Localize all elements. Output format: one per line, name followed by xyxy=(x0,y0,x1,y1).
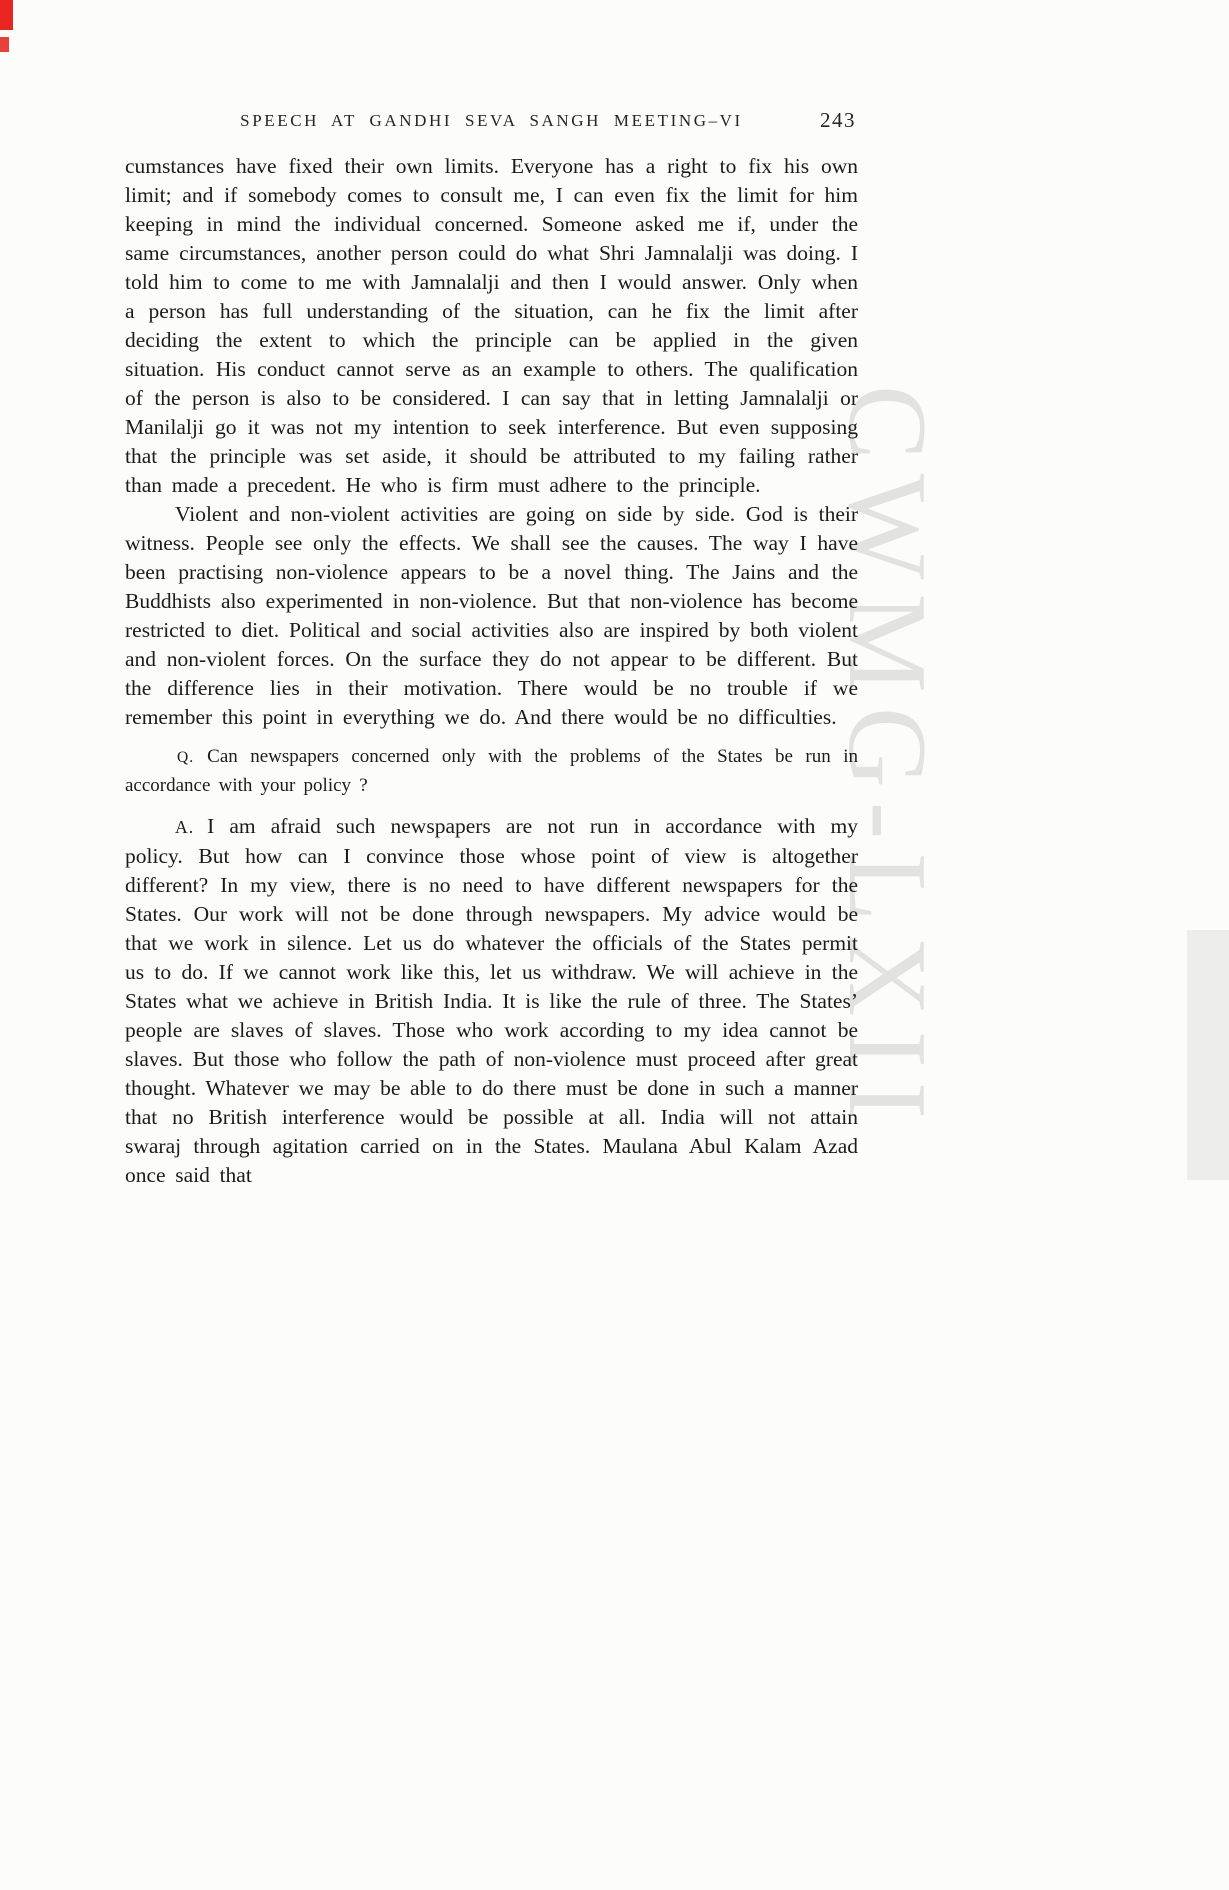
answer-label: A. xyxy=(175,817,195,837)
running-title: SPEECH AT GANDHI SEVA SANGH MEETING–VI xyxy=(240,111,743,130)
page-edge-shadow xyxy=(1187,930,1229,1180)
page-number: 243 xyxy=(820,108,856,132)
scan-artifact-red-bottom xyxy=(0,37,9,52)
body-paragraph: Violent and non-violent activities are going on side by side. God is their witness. People see only the effects. We shall see the causes. The way I have been practising non-violence appears to be a novel thing. The Jains and the Buddhists also experimented in non-violence. But that non-violence has become restricted to diet. Political and social activities also are inspired by both violent and non-violent forces. On the surface they do not appear to be different. But the difference lies in their motivation. There would be no trouble if we remember this point in everything we do. And there would be no difficulties. xyxy=(125,502,858,729)
question-paragraph xyxy=(125,743,858,800)
text-block xyxy=(125,108,858,1190)
answer-paragraph xyxy=(125,812,858,1190)
answer-text: I am afraid such newspapers are not run in accordance with my policy. But how can I convince those whose point of view is altogether different? In my view, there is no need to have different newspapers for the States. Our work will not be done through newspapers. My advice would be that we work in silence. Let us do whatever the officials of the States permit us to do. If we cannot work like this, let us withdraw. We will achieve in the States what we achieve in British India. It is like the rule of three. The States’ people are slaves of slaves. Those who work according to my idea cannot be slaves. But those who follow the path of non-violence must proceed after great thought. Whatever we may be able to do there must be done in such a manner that no British interference would be possible at all. India will not attain swaraj through agitation carried on in the States. Maulana Abul Kalam Azad once said that xyxy=(125,814,858,1187)
question-text: Can newspapers concerned only with the problems of the States be run in accordance with your policy ? xyxy=(125,746,858,796)
question-label: Q. xyxy=(177,749,195,766)
page-header xyxy=(125,108,858,140)
continuation-paragraph: cumstances have fixed their own limits. Everyone has a right to fix his own limit; and if somebody comes to consult me, I can even fix the limit for him keeping in mind the individual concerned. Someone asked me if, under the same circumstances, another person could do what Shri Jamnalalji was doing. I told him to come to me with Jamnalalji and then I would answer. Only when a person has full understanding of the situation, can he fix the limit after deciding the extent to which the principle can be applied in the given situation. His conduct cannot serve as an example to others. The qualification of the person is also to be considered. I can say that in letting Jamnalalji or Manilalji go it was not my intention to seek interference. But even supposing that the principle was set aside, it should be attributed to my failing rather than made a precedent. He who is firm must adhere to the principle. xyxy=(125,154,858,497)
watermark-text: CWMG-LXII xyxy=(825,385,949,1134)
scan-artifact-red-top xyxy=(0,0,13,30)
